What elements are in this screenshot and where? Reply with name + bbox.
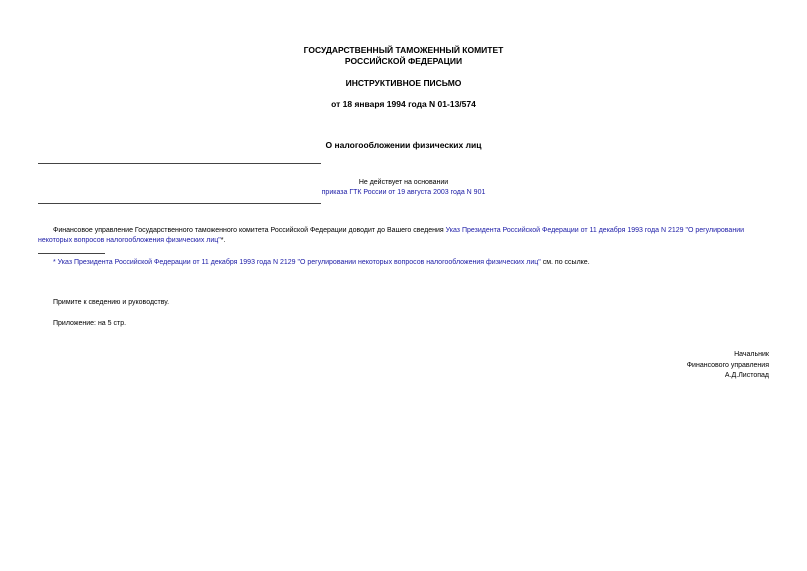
footnote-marker: *. xyxy=(220,237,226,244)
paragraph-intro-line2 xyxy=(38,236,778,246)
org-name-line2: РОССИЙСКОЙ ФЕДЕРАЦИИ xyxy=(344,56,463,66)
doc-subject: О налогообложении физических лиц xyxy=(325,140,482,150)
divider-bottom xyxy=(38,203,321,204)
org-name-line1: ГОСУДАРСТВЕННЫЙ ТАМОЖЕННЫЙ КОМИТЕТ xyxy=(303,45,504,55)
signature-title: Начальник xyxy=(734,351,769,358)
footnote-suffix: см. по ссылке. xyxy=(540,259,590,266)
doc-type: ИНСТРУКТИВНОЕ ПИСЬМО xyxy=(345,78,462,88)
doc-date-number: от 18 января 1994 года N 01-13/574 xyxy=(331,99,476,109)
footnote-divider xyxy=(38,253,105,254)
signature-name: А.Д.Листопад xyxy=(724,372,769,379)
accept-text: Примите к сведению и руководству. xyxy=(53,299,170,306)
decree-link-part1[interactable]: Указ Президента Российской Федерации от 11 декабря 1993 года N 2129 "О регулировании xyxy=(445,227,745,234)
decree-link-part2[interactable]: некоторых вопросов налогообложения физических лиц" xyxy=(38,237,221,244)
footnote-link[interactable]: * Указ Президента Российской Федерации от 11 декабря 1993 года N 2129 "О регулировании некоторых вопросов налогообложения физических лиц" xyxy=(53,259,541,266)
paragraph-intro xyxy=(38,226,778,236)
footnote xyxy=(53,258,773,268)
attachment-text: Приложение: на 5 стр. xyxy=(53,320,127,327)
signature-dept: Финансового управления xyxy=(686,362,769,369)
divider-top xyxy=(38,163,321,164)
intro-text: Финансовое управление Государственного таможенного комитета Российской Федерации доводит до Вашего сведения xyxy=(53,227,446,234)
status-text: Не действует на основании xyxy=(358,179,449,186)
status-link[interactable]: приказа ГТК России от 19 августа 2003 года N 901 xyxy=(321,189,486,196)
